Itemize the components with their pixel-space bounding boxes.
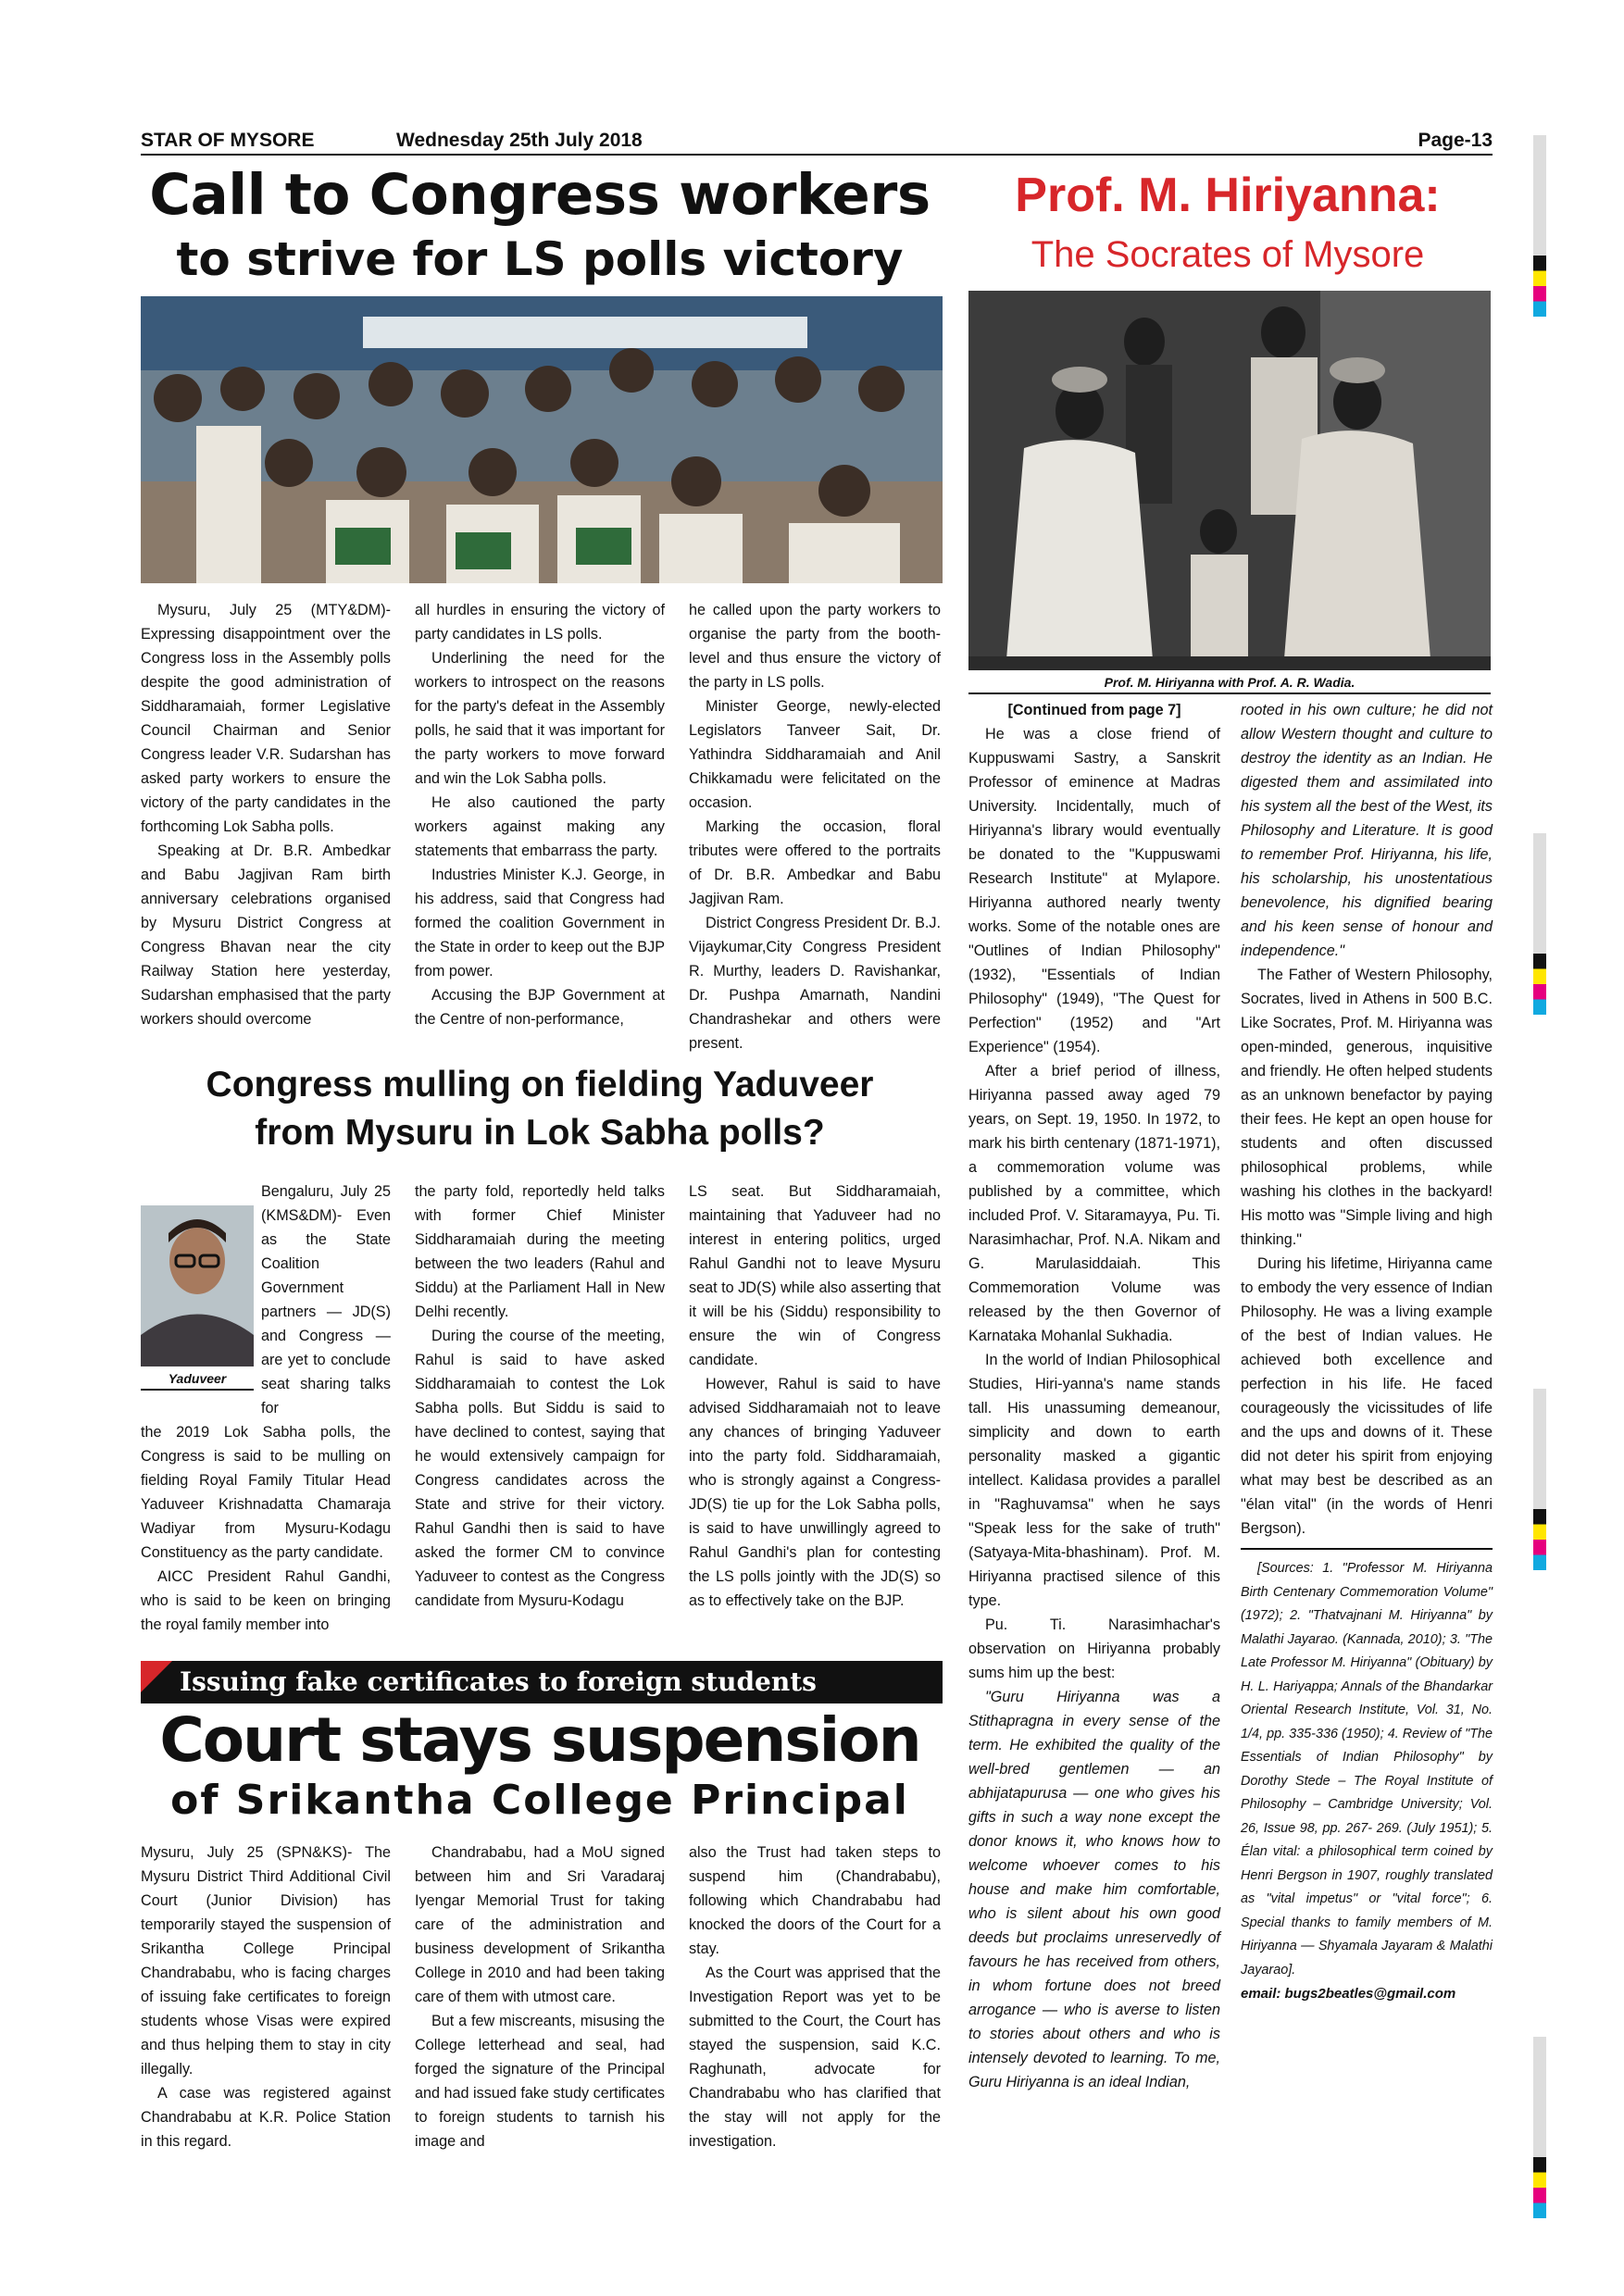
story1-headline: Call to Congress workers bbox=[149, 162, 931, 228]
sources-note: [Sources: 1. "Professor M. Hiriyanna Birth Centenary Commemoration Volume" (1972); 2. "Thatvajnani M. Hiriyanna" by Malathi Jayarao. (Kannada, 2010); 3. "The Late Professor M. Hiriyanna" (Obituary) by H. L. Hariyappa; Annals of the Bhandarkar Oriental Research Institute, Vol. 31, No. 1/4, pp. 335-336 (1950); 4. Review of "The Essentials of Indian Philosophy" by Dorothy Stede – The Royal Institute of Philosophy – Cambridge University; Vol. 26, Issue 98, pp. 267- 269. (July 1951); 5. Élan vital: a philosophical term coined by Henri Bergson in 1907, roughly translated as "vital impetus" or "vital force"; 6. Special thanks to family members of M. Hiriyanna — Shyamala Jayaram & Malathi Jayarao]. bbox=[1241, 1561, 1493, 1978]
paragraph: Chandrababu, had a MoU signed between him and Sri Varadaraj Iyengar Memorial Trust for taking care of the administration and business development of Srikantha College in 2010 and had been taking care of them with utmost care. bbox=[415, 1844, 665, 2005]
hiriyanna-wadia-photo bbox=[968, 291, 1491, 670]
paragraph: During his lifetime, Hiriyanna came to embody the very essence of Indian Philosophy. He was a living example of the best of Indian values. He achieved both excellence and perfection in his life. He faced courageously the vicissitudes of life and the ups and downs of it. These did not deter his spirit from enjoying what may best be described as an "élan vital" (in the words of Henri Bergson). bbox=[1241, 1255, 1493, 1537]
story3-col2 bbox=[415, 1841, 665, 2153]
paragraph: Bengaluru, July 25 (KMS&DM)- Even as the State Coalition Government partners — JD(S) and Congress — are yet to conclude seat sharing talks for bbox=[261, 1183, 391, 1416]
paragraph: also the Trust had taken steps to suspend him (Chandrababu), following which Chandrababu had knocked the doors of the Court for a stay. bbox=[689, 1844, 941, 1957]
story1-col3 bbox=[689, 598, 941, 1055]
paragraph: However, Rahul is said to have advised Siddharamaiah not to leave any chances of bringing Yaduveer into the party fold. Siddharamaiah, who is strongly against a Congress-JD(S) tie up for the Lok Sabha polls, is said to have unwillingly agreed to Rahul Gandhi's plan for contesting the LS polls jointly with the JD(S) so as to effectively take on the BJP. bbox=[689, 1376, 941, 1609]
story3-col3 bbox=[689, 1841, 941, 2153]
paragraph: Mysuru, July 25 (MTY&DM)- Expressing disappointment over the Congress loss in the Assembly polls despite the good administration of Siddharamaiah, former Legislative Council Chairman and Senior Congress leader V.R. Sudarshan has asked party workers to ensure the victory of the party candidates in the forthcoming Lok Sabha polls. bbox=[141, 602, 391, 835]
story4-col1 bbox=[968, 698, 1220, 2094]
story2-headline: Congress mulling on fielding Yaduveer bbox=[206, 1065, 874, 1104]
story3-col1 bbox=[141, 1841, 391, 2153]
sources-rule bbox=[1241, 1548, 1493, 1550]
story1-col2 bbox=[415, 598, 665, 1031]
hiriyanna-photo-caption: Prof. M. Hiriyanna with Prof. A. R. Wadia. bbox=[1104, 675, 1355, 690]
story4-headline: Prof. M. Hiriyanna: bbox=[1015, 168, 1441, 222]
story2-subheadline: from Mysuru in Lok Sabha polls? bbox=[255, 1113, 825, 1153]
yaduveer-photo-caption: Yaduveer bbox=[141, 1368, 254, 1391]
paragraph: the party fold, reportedly held talks with former Chief Minister Siddharamaiah during the meeting between the two leaders (Rahul and Siddu) at the Parliament Hall in New Delhi recently. bbox=[415, 1183, 665, 1320]
color-bar bbox=[1533, 256, 1546, 317]
story2-col3 bbox=[689, 1179, 941, 1613]
paragraph: LS seat. But Siddharamaiah, maintaining that Yaduveer had no interest in entering politics, urged Rahul Gandhi not to leave Mysuru seat to JD(S) while also asserting that it will be his (Siddu) responsibility to ensure the win of Congress candidate. bbox=[689, 1183, 941, 1368]
continued-note: [Continued from page 7] bbox=[1007, 702, 1181, 718]
author-email: email: bugs2beatles@gmail.com bbox=[1241, 1986, 1456, 2002]
paragraph: During the course of the meeting, Rahul is said to have asked Siddharamaiah to contest the Lok Sabha polls. But Siddu is said to have declined to contest, saying that he would extensively campaign for Congress candidates across the State and strive for their victory. Rahul Gandhi then is said to have asked the former CM to convince Yaduveer to contest as the Congress candidate from Mysuru-Kodagu bbox=[415, 1328, 665, 1609]
story4-col2 bbox=[1241, 698, 1493, 2006]
paragraph: After a brief period of illness, Hiriyanna passed away aged 79 years, on Sept. 19, 1950. In 1972, to mark his birth centenary (1871-1971), a commemoration volume was published by a committee, which included Prof. V. Sitaramayya, Pu. Ti. Narasimhachar, Prof. N.A. Nikam and G. Marulasiddaiah. This Commemoration Volume was released by the then Governor of Karnataka Mohanlal Sukhadia. bbox=[968, 1063, 1220, 1344]
congress-event-photo bbox=[141, 296, 943, 583]
paragraph: Accusing the BJP Government at the Centre of non-performance, bbox=[415, 987, 665, 1028]
quote-paragraph: "Guru Hiriyanna was a Stithapragna in every sense of the term. He exhibited the quality of the well-bred gentlemen — an abhijatapurusa — one who gives his gifts in such a way none except the donor knows it, who knows how to welcome whoever comes to his house and make him comfortable, who is silent about his own good deeds but proclaims unreservedly of favours he has received from others, in whom fortune does not breed arrogance — who is averse to listen to stories about others and who is intensely devoted to learning. To me, Guru Hiriyanna is an ideal Indian, bbox=[968, 1689, 1220, 2090]
masthead bbox=[141, 128, 1493, 156]
kicker-bar bbox=[141, 1661, 943, 1703]
story3-headline: Court stays suspension bbox=[159, 1704, 920, 1776]
margin-strip bbox=[1533, 1389, 1546, 1509]
paragraph: Minister George, newly-elected Legislators Tanveer Sait, Dr. Yathindra Siddharamaiah and Anil Chikkamadu were felicitated on the occasion. bbox=[689, 698, 941, 811]
paragraph: all hurdles in ensuring the victory of party candidates in LS polls. bbox=[415, 602, 665, 643]
paragraph: The Father of Western Philosophy, Socrates, lived in Athens in 500 B.C. Like Socrates, Prof. M. Hiriyanna was open-minded, generous, inquisitive and friendly. He often helped students as an unknown benefactor by paying their fees. He kept an open house for students and often discussed philosophical problems, while washing his clothes in the backyard! His motto was "Simple living and high thinking." bbox=[1241, 967, 1493, 1248]
paragraph: Speaking at Dr. B.R. Ambedkar and Babu Jagjivan Ram birth anniversary celebrations organised by Mysuru District Congress at Congress Bhavan near the city Railway Station here yesterday, Sudarshan emphasised that the party workers should overcome bbox=[141, 842, 391, 1028]
paragraph: He was a close friend of Kuppuswami Sastry, a Sanskrit Professor of eminence at Madras University. Incidentally, much of Hiriyanna's library would eventually be donated to the "Kuppuswami Research Institute" at Mylapore. Hiriyanna authored nearly twenty works. Some of the notable ones are "Outlines of Indian Philosophy" (1932), "Essentials of Indian Philosophy" (1949), "The Quest for Perfection" (1952) and "Art Experience" (1954). bbox=[968, 726, 1220, 1055]
paragraph: Mysuru, July 25 (SPN&KS)- The Mysuru District Third Additional Civil Court (Junior Division) has temporarily stayed the suspension of Srikantha College Principal Chandrababu, who is facing charges of issuing fake certificates to foreign students whose Visas were expired and thus helping them to stay in city illegally. bbox=[141, 1844, 391, 2078]
paragraph: AICC President Rahul Gandhi, who is said to be keen on bringing the royal family member into bbox=[141, 1568, 391, 1633]
paragraph: Underlining the need for the workers to introspect on the reasons for the party's defeat in the Assembly polls, he said that it was important for the party workers to move forward and win the Lok Sabha polls. bbox=[415, 650, 665, 787]
paper-name: STAR OF MYSORE bbox=[141, 130, 315, 151]
story2-col2 bbox=[415, 1179, 665, 1613]
paragraph: District Congress President Dr. B.J. Vijaykumar,City Congress President R. Murthy, leaders D. Ravishankar, Dr. Pushpa Amarnath, Nandini Chandrashekar and others were present. bbox=[689, 915, 941, 1052]
margin-strip bbox=[1533, 2037, 1546, 2157]
kicker-text: Issuing fake certificates to foreign students bbox=[180, 1666, 817, 1697]
red-corner-icon bbox=[141, 1661, 172, 1692]
page-number: Page-13 bbox=[1418, 130, 1493, 151]
color-bar bbox=[1533, 2157, 1546, 2218]
paragraph: he called upon the party workers to organise the party from the booth-level and thus ensure the victory of the party in LS polls. bbox=[689, 602, 941, 691]
paragraph: A case was registered against Chandrababu at K.R. Police Station in this regard. bbox=[141, 2085, 391, 2150]
paragraph: Marking the occasion, floral tributes were offered to the portraits of Dr. B.R. Ambedkar and Babu Jagjivan Ram. bbox=[689, 818, 941, 907]
paragraph: He also cautioned the party workers against making any statements that embarrass the party. bbox=[415, 794, 665, 859]
story3-subheadline: of Srikantha College Principal bbox=[170, 1777, 909, 1824]
paragraph: the 2019 Lok Sabha polls, the Congress is said to be mulling on fielding Royal Family Titular Head Yaduveer Krishnadatta Chamaraja Wadiyar from Mysuru-Kodagu Constituency as the party candidate. bbox=[141, 1424, 391, 1561]
story4-subheadline: The Socrates of Mysore bbox=[1031, 234, 1425, 275]
margin-strip bbox=[1533, 135, 1546, 256]
issue-date: Wednesday 25th July 2018 bbox=[396, 130, 643, 151]
paragraph: In the world of Indian Philosophical Studies, Hiri-yanna's name stands tall. His unassuming demeanour, simplicity and down to earth personality masked a gigantic intellect. Kalidasa provides a parallel in "Raghuvamsa" when he says "Speak less for the sake of truth" (Satyaya-Mita-bhashinam). Prof. M. Hiriyanna practised silence of this type. bbox=[968, 1352, 1220, 1609]
color-bar bbox=[1533, 1509, 1546, 1570]
quote-paragraph: rooted in his own culture; he did not allow Western thought and culture to destroy the identity as an Indian. He digested them and assimilated into his system all the best of the West, its Philosophy and Literature. It is good to remember Prof. Hiriyanna, his life, his scholarship, his unostentatious benevolence, his dignified bearing and his keen sense of honour and independence." bbox=[1241, 702, 1493, 959]
paragraph: Pu. Ti. Narasimhachar's observation on Hiriyanna probably sums him up the best: bbox=[968, 1616, 1220, 1681]
story1-subheadline: to strive for LS polls victory bbox=[176, 232, 904, 286]
caption-rule bbox=[968, 693, 1491, 694]
paragraph: As the Court was apprised that the Investigation Report was yet to be submitted to the Court, the Court has stayed the suspension, said K.C. Raghunath, advocate for Chandrababu who has clarified that the stay will not apply for the investigation. bbox=[689, 1965, 941, 2150]
story2-col1 bbox=[141, 1179, 391, 1637]
story1-col1 bbox=[141, 598, 391, 1031]
photo-float-space bbox=[141, 1179, 261, 1398]
paragraph: Industries Minister K.J. George, in his address, said that Congress had formed the coalition Government in the State in order to keep out the BJP from power. bbox=[415, 867, 665, 980]
margin-strip bbox=[1533, 833, 1546, 954]
color-bar bbox=[1533, 954, 1546, 1015]
paragraph: But a few miscreants, misusing the College letterhead and seal, had forged the signature of the Principal and had issued fake study certificates to foreign students to tarnish his image and bbox=[415, 2013, 665, 2150]
